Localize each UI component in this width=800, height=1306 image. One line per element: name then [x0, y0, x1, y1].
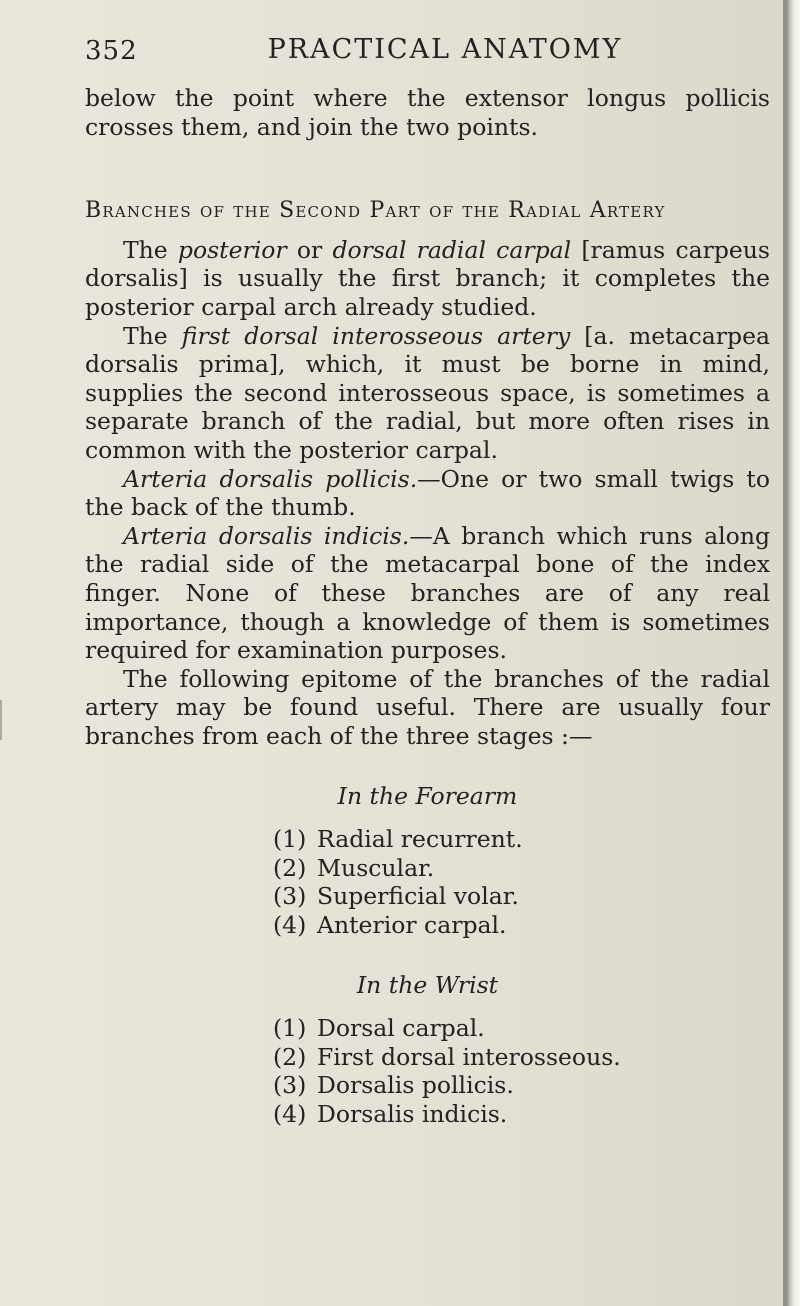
list-number: (2)	[273, 853, 307, 882]
list-number: (3)	[273, 1071, 307, 1100]
page-edge	[786, 0, 800, 1306]
paragraph-first-dorsal-interosseous	[85, 322, 770, 465]
list-text: Dorsalis pollicis.	[317, 1071, 514, 1100]
list-number: (3)	[273, 882, 307, 911]
list-text: Dorsal carpal.	[317, 1014, 485, 1043]
italic-term: dorsal radial carpal	[332, 235, 572, 264]
wrist-subheading: In the Wrist	[356, 971, 499, 1000]
list-item	[273, 911, 770, 940]
list-item	[273, 825, 770, 854]
forearm-subheading: In the Forearm	[337, 782, 518, 811]
section-heading-text: Branches of the Second Part of the Radial Artery	[85, 198, 666, 224]
list-number: (1)	[273, 1014, 307, 1043]
forearm-branch-list	[85, 825, 770, 939]
italic-term: Arteria dorsalis pollicis.	[123, 464, 418, 493]
list-item	[273, 1071, 770, 1100]
text-run: —One or two small twigs to the back of the thumb.	[85, 464, 770, 522]
text-run: [ramus carpeus dorsalis] is usually the first branch; it completes the posterior carpal arch already studied.	[85, 235, 770, 321]
text-run: [a. metacarpea dorsalis prima], which, it must be borne in mind, supplies the second interosseous space, is sometimes a separate branch of the radial, but more often rises in common with the posterior carpal.	[85, 321, 771, 464]
list-item	[273, 1014, 770, 1043]
list-number: (4)	[273, 1099, 307, 1128]
list-number: (1)	[273, 825, 307, 854]
list-text: Radial recurrent.	[317, 825, 523, 854]
page-header	[85, 32, 765, 72]
text-run: or	[286, 235, 333, 264]
list-item	[273, 1100, 770, 1129]
section-heading	[85, 197, 770, 226]
list-text: Muscular.	[317, 853, 435, 882]
wrist-branch-list	[85, 1014, 770, 1128]
text-run: The	[123, 235, 178, 264]
text-run: The	[123, 321, 182, 350]
italic-term: first dorsal interosseous artery	[181, 321, 571, 350]
list-item	[273, 882, 770, 911]
list-item	[273, 854, 770, 883]
paragraph-posterior-carpal	[85, 236, 770, 322]
paragraph-epitome: The following epitome of the branches of the radial artery may be found useful. There are usually four branches from each of the three stages :—	[85, 664, 770, 750]
list-text: Dorsalis indicis.	[317, 1099, 508, 1128]
list-text: Anterior carpal.	[317, 910, 507, 939]
page-edge-shadow	[783, 0, 786, 1306]
italic-term: posterior	[177, 235, 287, 264]
paragraph-dorsalis-pollicis	[85, 465, 770, 522]
text-run: —A branch which runs along the radial side of the metacarpal bone of the index finger. None of these branches are of any real importance, though a knowledge of them is sometimes required for examination purposes.	[85, 521, 770, 665]
running-head: PRACTICAL ANATOMY	[267, 34, 623, 65]
italic-term: Arteria dorsalis indicis.	[123, 521, 410, 550]
list-number: (2)	[273, 1042, 307, 1071]
list-text: Superficial volar.	[317, 882, 519, 911]
margin-mark	[0, 700, 16, 740]
paragraph-dorsalis-indicis	[85, 522, 770, 665]
page-number: 352	[85, 36, 138, 66]
body-text	[85, 84, 770, 1128]
intro-paragraph: below the point where the extensor longus pollicis crosses them, and join the two points.	[85, 84, 770, 141]
list-number: (4)	[273, 910, 307, 939]
list-text: First dorsal interosseous.	[317, 1042, 621, 1071]
list-item	[273, 1043, 770, 1072]
